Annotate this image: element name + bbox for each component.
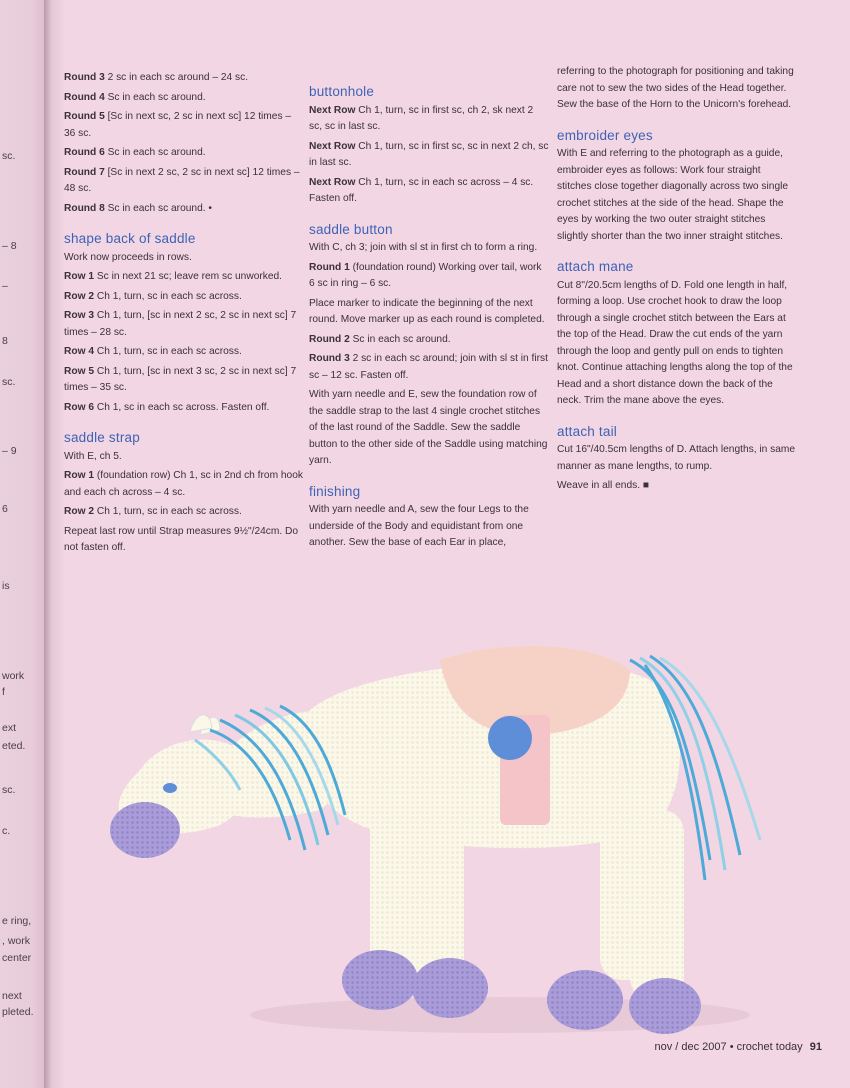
step-text: Ch 1, turn, sc in each sc across. [96,290,242,302]
left-page-fragment: 8 [2,335,8,347]
footer-magazine: crochet today [736,1041,803,1053]
instruction-paragraph [64,165,304,198]
step-text: (foundation row) Ch 1, sc in 2nd ch from hook and each ch across – 4 sc. [64,470,303,498]
section-heading: shape back of saddle [64,231,196,246]
step-label: Round 3 [64,72,105,83]
instruction-paragraph [309,175,549,208]
left-page-fragment: is [2,580,10,592]
text-column-1 [64,70,304,560]
step-text: (foundation round) Working over tail, work 6 sc in ring – 6 sc. [309,261,542,289]
instruction-paragraph [64,344,304,361]
step-label: Round 8 [64,202,105,214]
instruction-paragraph [64,364,304,397]
left-page-fragment: c. [2,825,11,837]
step-text: With E, ch 5. [64,450,122,462]
instruction-paragraph [64,250,304,267]
step-text: referring to the photograph for positioning and taking care not to sew the two sides of the Head together. Sew the base of the Horn to the Unicorn's forehead. [557,66,794,110]
section-heading: embroider eyes [557,127,653,143]
step-label: Round 6 [64,147,105,158]
instruction-paragraph [64,468,304,501]
instruction-paragraph [309,103,549,136]
step-text: With yarn needle and A, sew the four Legs to the underside of the Body and equidistant from one another. Sew the base of each Ear in place, [309,504,529,548]
step-text: [Sc in next 2 sc, 2 sc in next sc] 12 times – 48 sc. [64,166,300,194]
left-page-fragment: center [2,952,32,964]
instruction-paragraph [557,64,797,114]
step-text: Place marker to indicate the beginning of the next round. Move marker up as each round is completed. [309,297,545,325]
step-label: Row 4 [64,346,95,357]
step-text: Ch 1, turn, sc in first sc, ch 2, sk next 2 sc, sc in last sc. [309,104,534,132]
step-text: Weave in all ends. ■ [557,480,650,491]
instruction-paragraph [309,387,549,470]
step-text: Sc in each sc around. [107,91,206,103]
text-column-3 [557,64,797,498]
step-text: Ch 1, turn, [sc in next 3 sc, 2 sc in next sc] 7 times – 35 sc. [64,365,297,393]
section-heading: attach tail [557,423,617,439]
instruction-paragraph [557,278,797,410]
step-text: Work now proceeds in rows. [64,251,192,263]
text-column-2 [309,70,549,555]
step-label: Next Row [309,104,356,116]
instruction-paragraph [309,351,549,384]
step-label: Round 5 [64,111,105,122]
step-label: Round 4 [64,91,105,103]
instruction-paragraph [309,332,549,349]
left-page-fragment: work [2,670,25,682]
step-text: Ch 1, turn, [sc in next 2 sc, 2 sc in next sc] 7 times – 28 sc. [64,310,297,338]
instruction-paragraph [64,90,304,107]
instruction-paragraph [309,139,549,172]
footer-issue: nov / dec 2007 [654,1041,727,1053]
left-page-fragment: sc. [2,376,16,388]
step-label: Row 1 [64,470,95,481]
instruction-paragraph [309,260,549,293]
left-page-fragment: – 8 [2,240,17,252]
instruction-paragraph [557,478,797,495]
eye [163,783,177,793]
instruction-paragraph [64,201,304,218]
step-text: With E and referring to the photograph as a guide, embroider eyes as follows: Work four straight stitches close together diagonally across two single crochet stitches at the side of the head. Shape the eyes by working the two outer straight stitches slightly shorter than the two inner straight stitches. [557,148,789,242]
left-page-fragment: f [2,686,5,698]
step-label: Round 3 [309,353,350,364]
step-label: Row 2 [64,506,95,517]
section-heading: attach mane [557,259,634,274]
instruction-paragraph [64,269,304,286]
step-text: Sc in each sc around. [352,333,451,345]
step-text: Cut 16"/40.5cm lengths of D. Attach lengths, in same manner as mane lengths, to rump. [557,444,796,472]
instruction-paragraph [309,296,549,329]
left-page-fragment: – 9 [2,445,17,457]
step-label: Next Row [309,176,356,188]
instruction-paragraph [64,70,304,87]
step-label: Round 2 [309,333,350,345]
step-text: Sc in each sc around. • [107,202,212,214]
step-label: Next Row [309,140,356,152]
hoof-1 [342,950,418,1010]
step-label: Row 2 [64,290,95,302]
step-text: Repeat last row until Strap measures 9½"/24cm. Do not fasten off. [64,525,299,553]
instruction-paragraph [557,442,797,475]
step-label: Row 3 [64,310,95,321]
instruction-paragraph [64,504,304,521]
step-label: Row 1 [64,271,95,282]
footer-bullet: • [729,1041,734,1053]
left-page-fragment: next [2,990,22,1002]
instruction-paragraph [64,524,304,557]
step-label: Round 7 [64,166,105,178]
step-text: Ch 1, sc in each sc across. Fasten off. [96,401,270,413]
left-page-fragment: sc. [2,150,16,162]
instruction-paragraph [64,308,304,341]
left-page-fragment: , work [2,935,31,947]
page-footer [654,1041,822,1053]
hoof-2 [412,958,488,1018]
step-text: With yarn needle and E, sew the foundation row of the saddle strap to the last 4 single crochet stitches of the last round of the Saddle. Sew the saddle button to the other side of the Saddle using matching yarn. [309,389,548,466]
hoof-3 [547,970,623,1030]
instruction-paragraph [557,146,797,245]
left-page-fragment: ext [2,722,17,734]
step-text: 2 sc in each sc around – 24 sc. [107,72,249,83]
unicorn-photo [70,620,830,1050]
left-page-fragment: sc. [2,784,16,796]
page-gutter [44,0,64,1088]
section-heading: finishing [309,483,361,499]
left-page-fragment: pleted. [2,1006,34,1018]
step-text: With C, ch 3; join with sl st in first ch to form a ring. [309,242,538,253]
section-heading: saddle button [309,221,393,237]
instruction-paragraph [64,449,304,466]
step-text: Ch 1, turn, sc in each sc across – 4 sc. Fasten off. [309,176,534,204]
left-page-fragment: e ring, [2,915,32,927]
hind-leg-front [630,810,684,1000]
step-text: Sc in next 21 sc; leave rem sc unworked. [96,271,283,282]
step-label: Round 1 [309,261,350,273]
step-text: 2 sc in each sc around; join with sl st in first sc – 12 sc. Fasten off. [309,353,548,381]
instruction-paragraph [64,145,304,162]
instruction-paragraph [64,109,304,142]
section-heading: saddle strap [64,430,140,445]
page-number: 91 [809,1041,822,1053]
step-label: Row 6 [64,401,95,413]
instruction-paragraph [64,400,304,417]
step-text: Sc in each sc around. [107,147,206,158]
instruction-paragraph [309,240,549,257]
step-text: Ch 1, turn, sc in first sc, sc in next 2 ch, sc in last sc. [309,140,549,168]
left-page-fragment: eted. [2,740,26,752]
instruction-paragraph [64,289,304,306]
saddle-button [488,716,532,760]
step-text: Cut 8"/20.5cm lengths of D. Fold one length in half, forming a loop. Use crochet hook to draw the loop through a single crochet stitch between the Ears at the top of the Head. Draw the cut ends of the yarn through the loop and gently pull on ends to tighten knot. Continue attaching lengths along the top of the Head and a short distance down the back of the neck. Trim the mane above the eyes. [557,279,793,406]
left-page-fragment: – [2,280,8,292]
muzzle [110,802,180,858]
instruction-paragraph [309,502,549,552]
hoof-4 [629,978,701,1034]
left-page-fragment: 6 [2,503,8,515]
step-text: Ch 1, turn, sc in each sc across. [96,346,242,357]
step-label: Row 5 [64,365,95,377]
step-text: [Sc in next sc, 2 sc in next sc] 12 times – 36 sc. [64,111,292,139]
step-text: Ch 1, turn, sc in each sc across. [96,506,242,517]
section-heading: buttonhole [309,84,375,99]
